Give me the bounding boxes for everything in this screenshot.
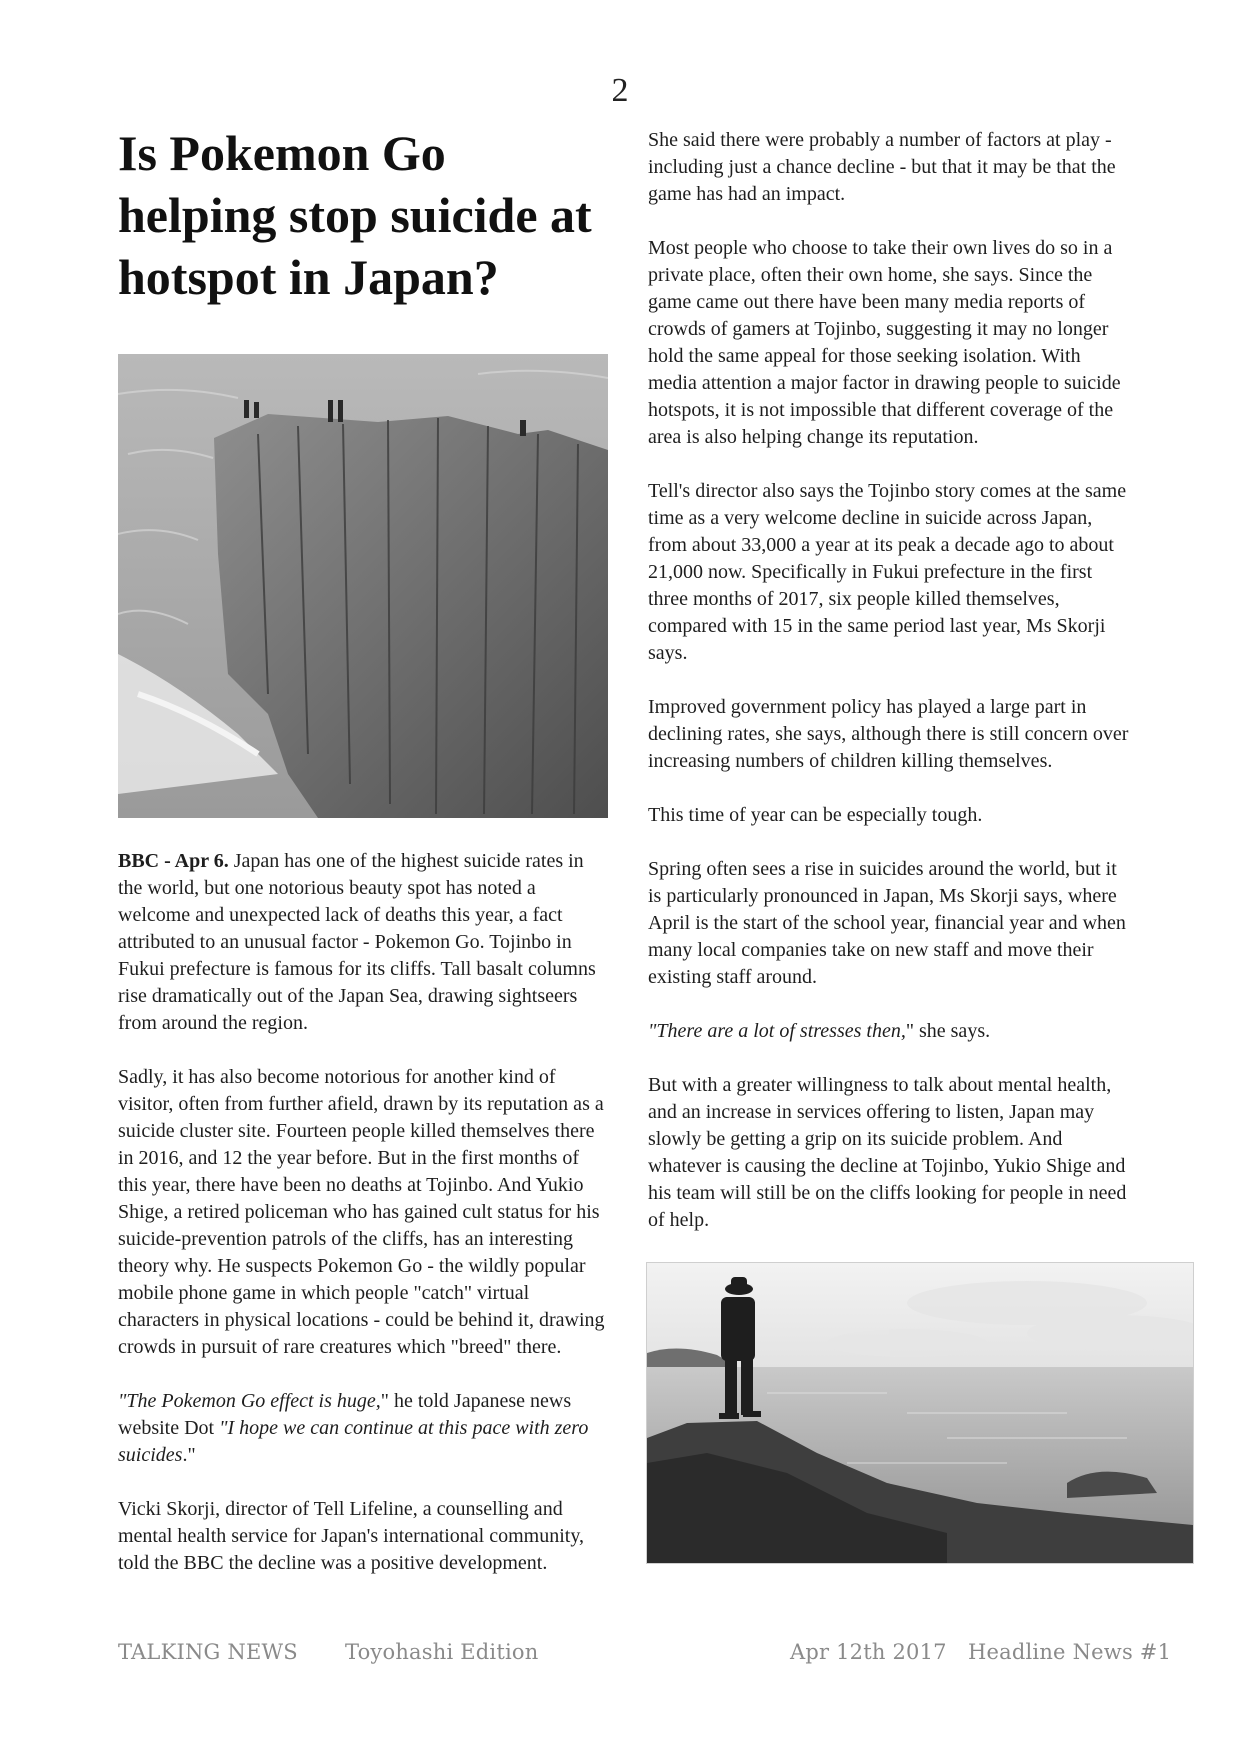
paragraph: This time of year can be especially tough.	[648, 804, 983, 826]
cliffs-photo	[118, 354, 608, 818]
footer-publication: TALKING NEWS	[118, 1640, 298, 1664]
left-column	[118, 122, 606, 1604]
paragraph: But with a greater willingness to talk about mental health, and an increase in services offering to listen, Japan may slowly be getting a grip on its suicide problem. And whatever is causing the decline at Tojinbo, Yukio Shige and his team will still be on the cliffs looking for people in need of help.	[648, 1074, 1127, 1231]
paragraph	[118, 848, 606, 1037]
paragraph: Tell's director also says the Tojinbo story comes at the same time as a very welcome decline in suicide across Japan, from about 33,000 a year at its peak a decade ago to about 21,000 now. Specifically in Fukui prefecture in the first three months of 2017, six people killed themselves, compared with 15 in the same period last year, Ms Skorji says.	[648, 480, 1127, 664]
footer-date: Apr 12th 2017	[790, 1640, 947, 1664]
quote: "I hope we can continue at this pace with zero suicides	[118, 1417, 589, 1466]
page-number: 2	[611, 72, 629, 109]
paragraph-text: Japan has one of the highest suicide rates in the world, but one notorious beauty spot has noted a welcome and unexpected lack of deaths this year, a fact attributed to an unusual factor - Pokemon Go. Tojinbo in Fukui prefecture is famous for its cliffs. Tall basalt columns rise dramatically out of the Japan Sea, drawing sightseers from around the region.	[118, 850, 596, 1034]
paragraph: Sadly, it has also become notorious for another kind of visitor, often from further afield, drawn by its reputation as a suicide cluster site. Fourteen people killed themselves there in 2016, and 12 the year before. But in the first months of this year, there have been no deaths at Tojinbo. And Yukio Shige, a retired policeman who has gained cult status for his suicide-prevention patrols of the cliffs, has an interesting theory why. He suspects Pokemon Go - the wildly popular mobile phone game in which people "catch" virtual characters in physical locations - could be behind it, drawing crowds in pursuit of rare creatures which "breed" there.	[118, 1066, 605, 1358]
left-body-text	[118, 848, 606, 1577]
paragraph-text: " he told Japanese news website Dot	[118, 1390, 572, 1439]
footer-issue: Headline News #1	[968, 1640, 1172, 1664]
quote: "There are a lot of stresses then,	[648, 1020, 906, 1042]
footer-edition: Toyohashi Edition	[345, 1640, 539, 1664]
man-on-cliff-photo	[646, 1262, 1194, 1564]
paragraph: Vicki Skorji, director of Tell Lifeline, a counselling and mental health service for Japan's international community, told the BBC the decline was a positive development.	[118, 1498, 585, 1574]
paragraph	[648, 1018, 1134, 1045]
paragraph: Improved government policy has played a large part in declining rates, she says, although there is still concern over increasing numbers of children killing themselves.	[648, 696, 1129, 772]
right-column	[648, 127, 1134, 1564]
paragraph: She said there were probably a number of factors at play - including just a chance decline - but that it may be that the game has had an impact.	[648, 129, 1116, 205]
cliffs-image	[118, 354, 608, 818]
man-on-cliff-image	[647, 1263, 1193, 1563]
paragraph: Most people who choose to take their own lives do so in a private place, often their own home, she says. Since the game came out there have been many media reports of crowds of gamers at Tojinbo, suggesting it may no longer hold the same appeal for those seeking isolation. With media attention a major factor in drawing people to suicide hotspots, it is not impossible that different coverage of the area is also helping change its reputation.	[648, 237, 1121, 448]
right-body-text	[648, 127, 1134, 1234]
paragraph: Spring often sees a rise in suicides around the world, but it is particularly pronounced in Japan, Ms Skorji says, where April is the start of the school year, financial year and when many local companies take on new staff and move their existing staff around.	[648, 858, 1126, 988]
paragraph	[118, 1388, 606, 1469]
dateline: BBC - Apr 6.	[118, 850, 229, 872]
paragraph-text: ."	[182, 1444, 196, 1466]
paragraph-text: " she says.	[905, 1020, 991, 1042]
quote: "The Pokemon Go effect is huge,	[118, 1390, 381, 1412]
article-headline: Is Pokemon Go helping stop suicide at hotspot in Japan?	[118, 125, 592, 305]
